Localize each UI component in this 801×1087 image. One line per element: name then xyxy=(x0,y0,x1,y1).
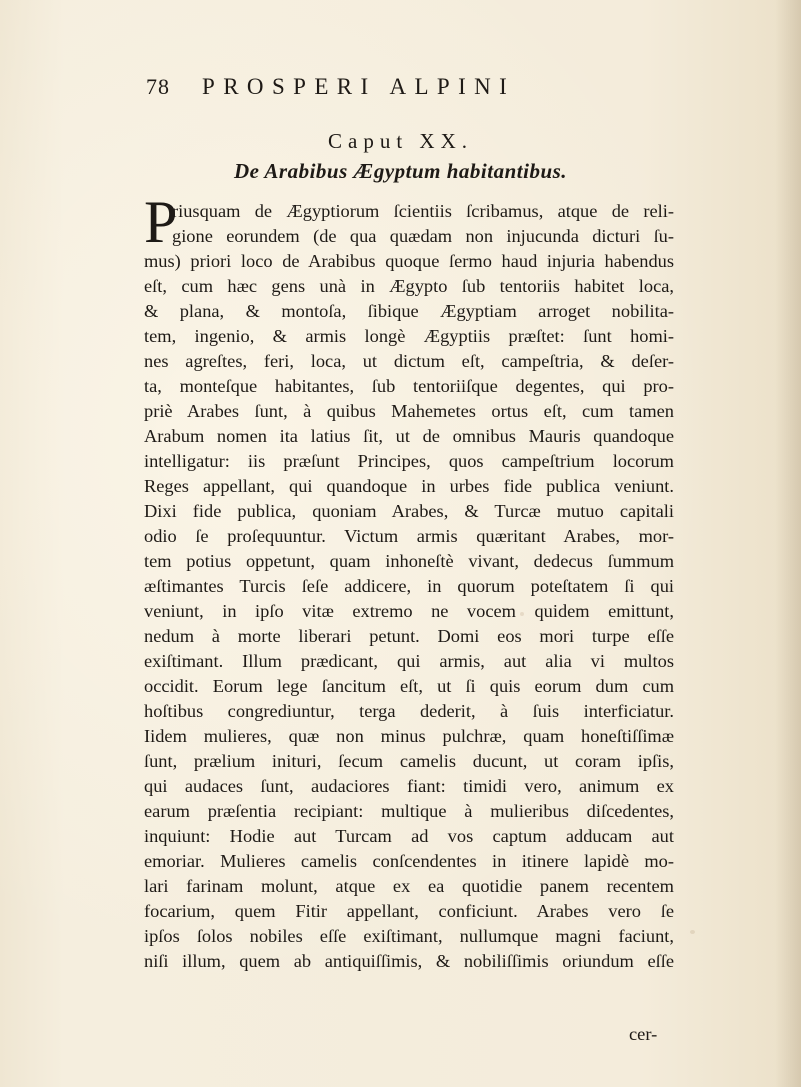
text-line: ſunt, prælium inituri, ſecum camelis ducunt, ut coram ipſis, xyxy=(144,751,674,772)
text-line: & plana, & montoſa, ſibique Ægyptiam arroget nobilita- xyxy=(144,301,674,322)
text-line: Reges appellant, qui quandoque in urbes fide publica veniunt. xyxy=(144,476,674,497)
text-line: intelligatur: iis præſunt Principes, quos campeſtrium locorum xyxy=(144,451,674,472)
text-line: æſtimantes Turcis ſeſe addicere, in quorum poteſtatem ſi qui xyxy=(144,576,674,597)
text-line: inquiunt: Hodie aut Turcam ad vos captum adducam aut xyxy=(144,826,674,847)
drop-cap: P xyxy=(144,189,178,255)
catchword: cer- xyxy=(629,1024,658,1044)
foxing-spot xyxy=(690,930,695,934)
text-line: riusquam de Ægyptiorum ſcientiis ſcribamus, atque de reli- xyxy=(172,201,674,221)
text-line: hoſtibus congrediuntur, terga dederit, à ſuis interficiatur. xyxy=(144,701,674,722)
text-line: exiſtimant. Illum prædicant, qui armis, aut alia vi multos xyxy=(144,651,674,672)
text-line: nes agreſtes, feri, loca, ut dictum eſt, campeſtria, & deſer- xyxy=(144,351,674,372)
text-line: Arabum nomen ita latius ſit, ut de omnibus Mauris quandoque xyxy=(144,426,674,447)
text-line: ipſos ſolos nobiles eſſe exiſtimant, nullumque magni faciunt, xyxy=(144,926,674,947)
running-head: PROSPERI ALPINI xyxy=(202,74,516,99)
text-line: nedum à morte liberari petunt. Domi eos mori turpe eſſe xyxy=(144,626,674,647)
body-text xyxy=(144,199,674,974)
chapter-heading: Caput XX. xyxy=(328,129,473,153)
text-line: eſt, cum hæc gens unà in Ægypto ſub tentoriis habitet loca, xyxy=(144,276,674,297)
text-line: occidit. Eorum lege ſancitum eſt, ut ſi quis eorum dum cum xyxy=(144,676,674,697)
text-line: lari farinam molunt, atque ex ea quotidie panem recentem xyxy=(144,876,674,897)
chapter-subtitle: De Arabibus Ægyptum habitantibus. xyxy=(233,159,568,183)
text-line: tem potius oppetunt, quam inhoneſtè vivant, dedecus ſummum xyxy=(144,551,674,572)
page-number: 78 xyxy=(146,74,170,99)
text-line: qui audaces ſunt, audaciores fiant: timidi vero, animum ex xyxy=(144,776,674,797)
text-line: Iidem mulieres, quæ non minus pulchræ, quam honeſtiſſimæ xyxy=(144,726,674,747)
text-line: earum præſentia recipiant: multique à mulieribus diſcedentes, xyxy=(144,801,674,822)
text-line: emoriar. Mulieres camelis conſcendentes in itinere lapidè mo- xyxy=(144,851,674,872)
text-line: Dixi fide publica, quoniam Arabes, & Turcæ mutuo capitali xyxy=(144,501,674,522)
text-line: odio ſe proſequuntur. Victum armis quæritant Arabes, mor- xyxy=(144,526,674,547)
text-line: priè Arabes ſunt, à quibus Mahemetes ortus eſt, cum tamen xyxy=(144,401,674,422)
text-line: gione eorundem (de qua quædam non injucunda dicturi ſu- xyxy=(172,226,674,247)
text-line: mus) priori loco de Arabibus quoque ſermo haud injuria habendus xyxy=(144,251,674,272)
page-header xyxy=(146,74,646,104)
text-line: focarium, quem Fitir appellant, conficiunt. Arabes vero ſe xyxy=(144,901,674,922)
text-line: niſi illum, quem ab antiquiſſimis, & nobiliſſimis oriundum eſſe xyxy=(144,951,674,972)
text-line: veniunt, in ipſo vitæ extremo ne vocem quidem emittunt, xyxy=(144,601,674,622)
text-line: ta, monteſque habitantes, ſub tentoriiſque degentes, qui pro- xyxy=(144,376,674,397)
text-line: tem, ingenio, & armis longè Ægyptiis præſtet: ſunt homi- xyxy=(144,326,674,347)
